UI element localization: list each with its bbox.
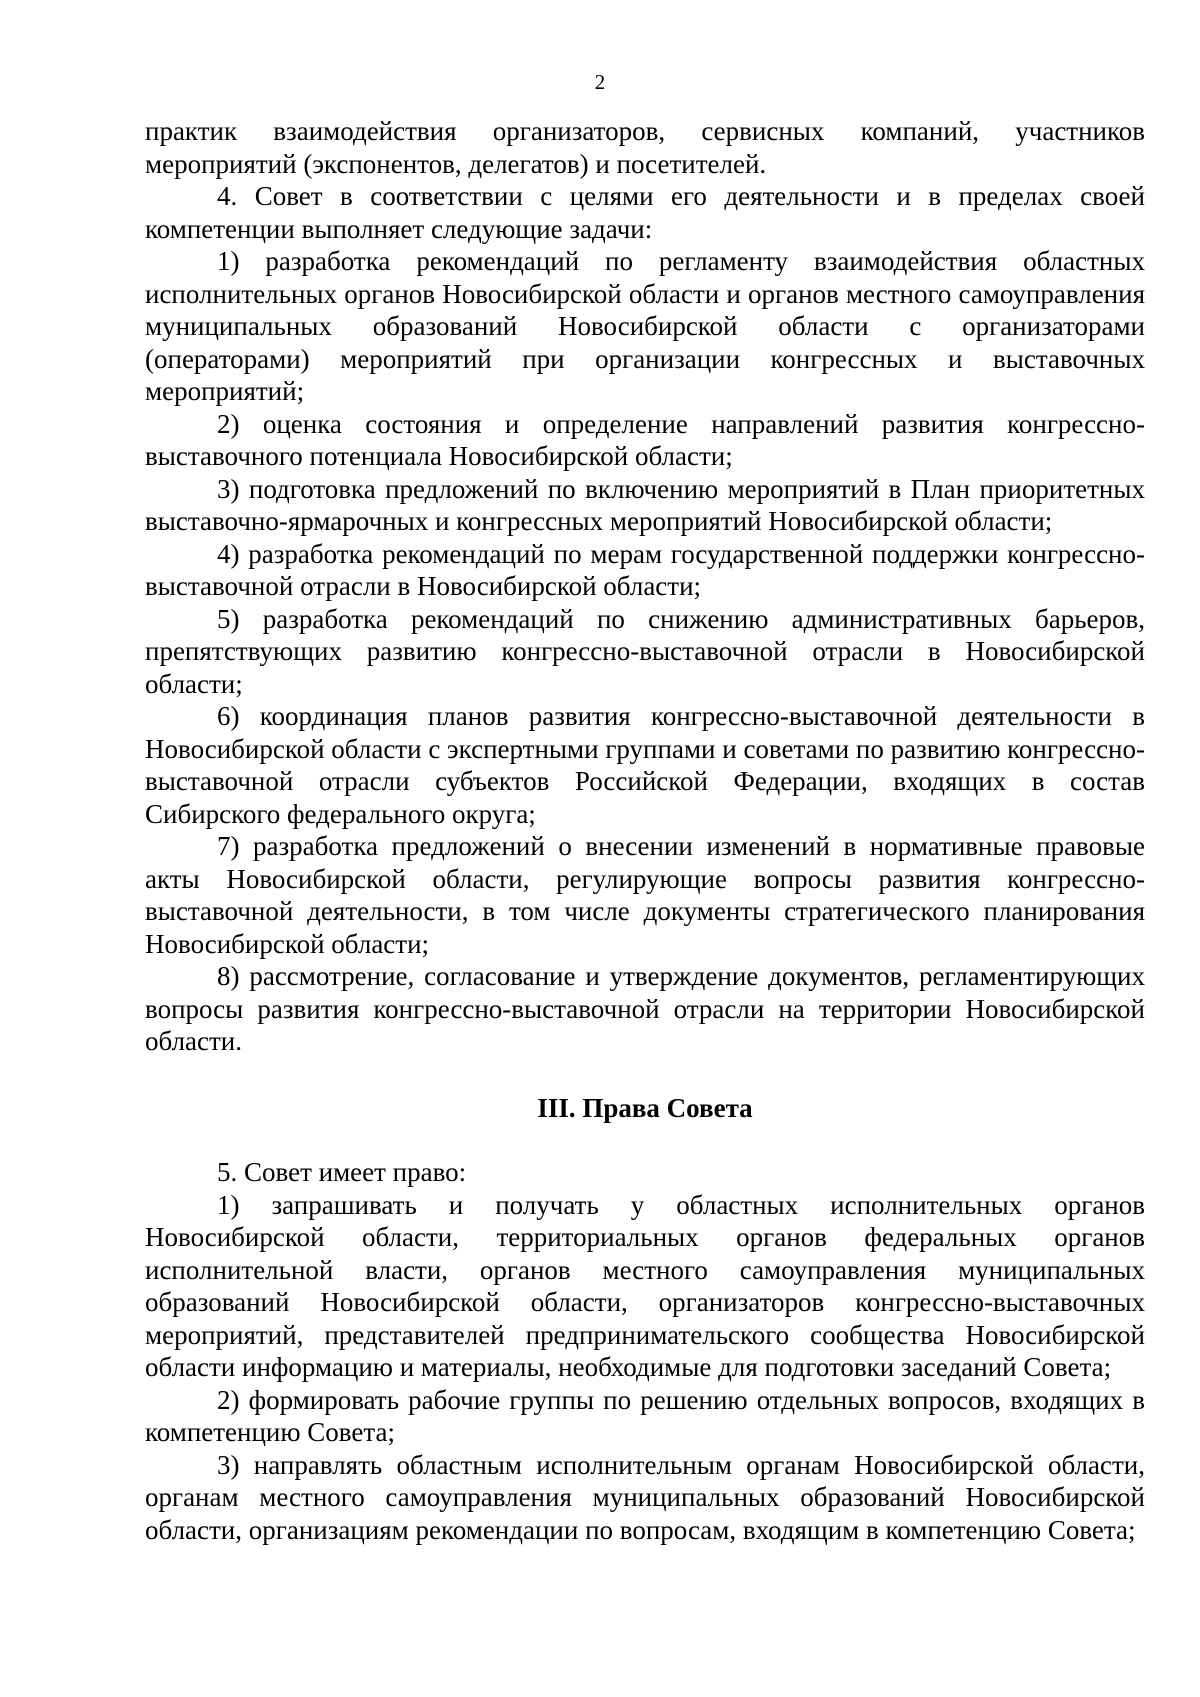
council-tasks-section xyxy=(145,115,1145,1058)
page-number: 2 xyxy=(594,70,606,94)
paragraph-p9: 8) рассмотрение, согласование и утверждение документов, регламентирующих вопросы развития конгрессно-выставочной отрасли на территории Новосибирской области. xyxy=(145,961,1145,1056)
paragraph-p10: 5. Совет имеет право: xyxy=(217,1157,467,1187)
paragraph-p5: 4) разработка рекомендаций по мерам государственной поддержки конгрессно-выставочной отрасли в Новосибирской области; xyxy=(145,538,1145,601)
paragraph-p4: 3) подготовка предложений по включению мероприятий в План приоритетных выставочно-ярмарочных и конгрессных мероприятий Новосибирской области; xyxy=(145,473,1145,536)
paragraph-p11: 1) запрашивать и получать у областных исполнительных органов Новосибирской области, территориальных органов федеральных органов исполнительной власти, органов местного самоуправления муниципальных образований Новосибирской области, организаторов конгрессно-выставочных мероприятий, представителей предпринимательского сообщества Новосибирской области информацию и материалы, необходимые для подготовки заседаний Совета; xyxy=(145,1189,1145,1382)
council-rights-section xyxy=(145,1156,1145,1546)
paragraph-p8: 7) разработка предложений о внесении изменений в нормативные правовые акты Новосибирской области, регулирующие вопросы развития конгрессно-выставочной деятельности, в том числе документы стратегического планирования Новосибирской области; xyxy=(145,831,1145,959)
paragraph-p7: 6) координация планов развития конгрессно-выставочной деятельности в Новосибирской области с экспертными группами и советами по развитию конгрессно-выставочной отрасли субъектов Российской Федерации, входящих в состав Сибирского федерального округа; xyxy=(145,701,1145,829)
paragraph-p6: 5) разработка рекомендаций по снижению административных барьеров, препятствующих развитию конгрессно-выставочной отрасли в Новосибирской области; xyxy=(145,603,1145,699)
section-heading: III. Права Совета xyxy=(537,1092,753,1123)
paragraph-p13: 3) направлять областным исполнительным органам Новосибирской области, органам местного самоуправления муниципальных образований Новосибирской области, организациям рекомендации по вопросам, входящим в компетенцию Совета; xyxy=(145,1449,1145,1545)
document-body xyxy=(145,115,1145,1546)
paragraph-p1: 4. Совет в соответствии с целями его деятельности и в пределах своей компетенции выполняет следующие задачи: xyxy=(145,181,1145,244)
paragraph-p2: 1) разработка рекомендаций по регламенту взаимодействия областных исполнительных органов Новосибирской области и органов местного самоуправления муниципальных образований Новосибирской области с организаторами (операторами) мероприятий при организации конгрессных и выставочных мероприятий; xyxy=(145,246,1145,406)
paragraph-p0: практик взаимодействия организаторов, сервисных компаний, участников мероприятий (экспонентов, делегатов) и посетителей. xyxy=(145,116,1145,179)
paragraph-p12: 2) формировать рабочие группы по решению отдельных вопросов, входящих в компетенцию Совета; xyxy=(145,1384,1145,1447)
paragraph-p3: 2) оценка состояния и определение направлений развития конгрессно-выставочного потенциала Новосибирской области; xyxy=(145,408,1145,471)
